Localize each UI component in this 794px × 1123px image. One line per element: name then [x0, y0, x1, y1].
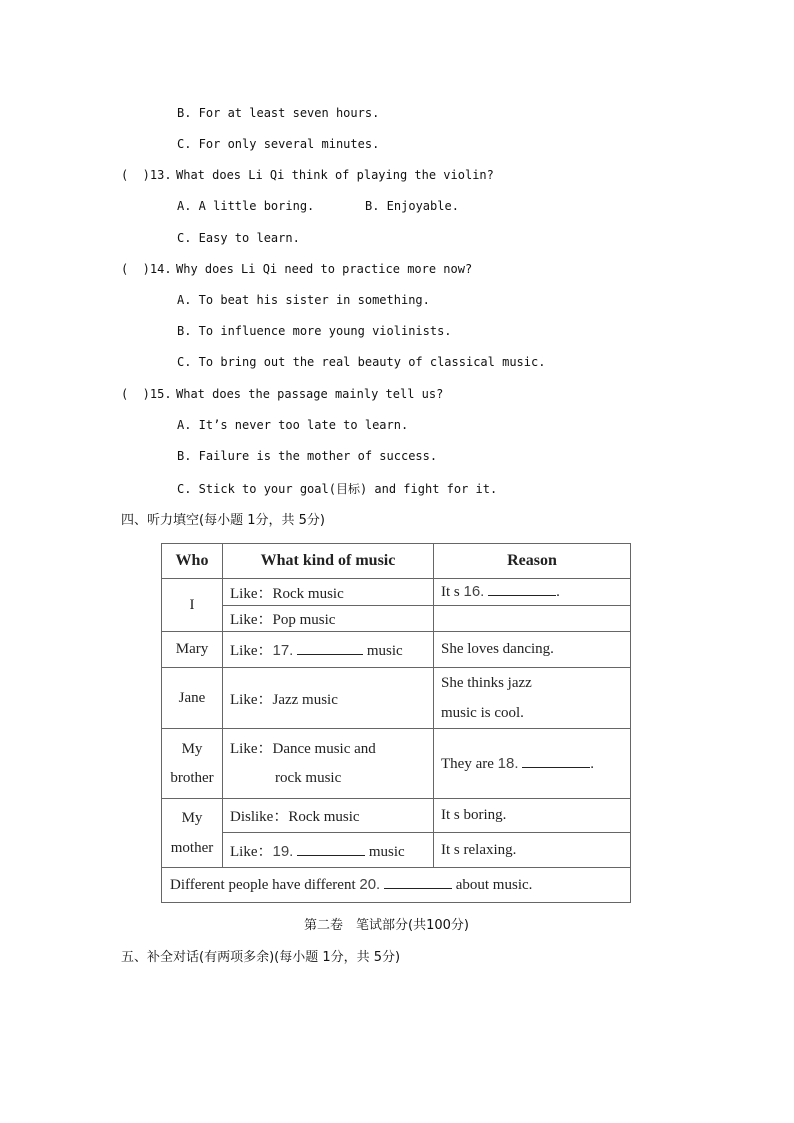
table-footer-row	[162, 868, 631, 903]
who-mary: Mary	[162, 632, 223, 668]
kind-cell: Like：Jazz music	[223, 668, 434, 729]
reason-cell	[434, 668, 631, 729]
q14-number: ( )14.	[121, 262, 172, 276]
kind-suffix: music	[366, 643, 403, 659]
q13-number: ( )13.	[121, 168, 172, 182]
who-line-2: brother	[170, 769, 214, 786]
reason-cell	[434, 579, 631, 606]
summary-prefix: Different people have different	[170, 877, 356, 893]
reason-line-1: She thinks jazz	[441, 675, 532, 691]
q15-option-b: B. Failure is the mother of success.	[177, 449, 438, 463]
kind-cell: Like：Rock music	[223, 579, 434, 606]
who-line-1: My	[181, 740, 203, 757]
q13-stem: What does Li Qi think of playing the violin?	[176, 168, 494, 182]
q15-option-c: C. Stick to your goal(目标) and fight for it.	[177, 482, 498, 496]
reason-cell	[434, 729, 631, 799]
who-i: I	[162, 579, 223, 632]
reason-cell: It s relaxing.	[434, 833, 631, 868]
reason-cell-empty	[434, 606, 631, 632]
reason-cell: She loves dancing.	[434, 632, 631, 668]
q13-option-a: A. A little boring.	[177, 199, 315, 213]
table-row	[162, 729, 631, 799]
summary-suffix: about music.	[455, 877, 533, 893]
blank-number-18: 18.	[497, 754, 519, 772]
blank-number-17: 17.	[272, 642, 294, 659]
answer-blank-18[interactable]	[522, 755, 590, 768]
table-row	[162, 799, 631, 833]
kind-prefix: Like：	[230, 643, 273, 659]
table-row	[162, 579, 631, 606]
reason-text: They are	[441, 755, 494, 772]
reason-line-2: music is cool.	[441, 705, 524, 721]
header-kind: What kind of music	[223, 544, 434, 579]
section-4-title: 四、听力填空(每小题 1分，共 5分)	[121, 513, 325, 528]
answer-blank-16[interactable]	[488, 583, 556, 596]
q14-option-a: A. To beat his sister in something.	[177, 293, 430, 307]
table-row	[162, 833, 631, 868]
reason-cell: It s boring.	[434, 799, 631, 833]
answer-blank-19[interactable]	[297, 843, 365, 856]
q12-option-b: B. For at least seven hours.	[177, 106, 380, 120]
blank-number-19: 19.	[272, 842, 294, 860]
q13-option-b: B. Enjoyable.	[365, 199, 459, 213]
summary-cell	[162, 868, 631, 903]
kind-cell: Dislike：Rock music	[223, 799, 434, 833]
answer-blank-20[interactable]	[384, 876, 452, 889]
period: .	[590, 755, 594, 772]
part-2-title: 第二卷 笔试部分(共100分)	[304, 918, 469, 933]
q15-number: ( )15.	[121, 387, 172, 401]
kind-cell	[223, 833, 434, 868]
q15-stem: What does the passage mainly tell us?	[176, 387, 444, 401]
table-row	[162, 668, 631, 729]
kind-line-2: rock music	[275, 769, 342, 786]
who-line-1: My	[181, 810, 203, 826]
who-mother	[162, 799, 223, 868]
kind-prefix: Like：	[230, 843, 273, 860]
q13-option-c: C. Easy to learn.	[177, 231, 300, 245]
reason-text: It s	[441, 584, 460, 600]
who-line-2: mother	[170, 840, 214, 856]
table-header-row	[162, 544, 631, 579]
who-brother	[162, 729, 223, 799]
blank-number-16: 16.	[463, 583, 485, 600]
table-row	[162, 606, 631, 632]
q15-option-a: A. It’s never too late to learn.	[177, 418, 409, 432]
period: .	[556, 584, 560, 600]
blank-number-20: 20.	[359, 876, 381, 893]
kind-cell: Like：Pop music	[223, 606, 434, 632]
header-who: Who	[162, 544, 223, 579]
kind-cell	[223, 729, 434, 799]
q14-option-b: B. To influence more young violinists.	[177, 324, 452, 338]
answer-blank-17[interactable]	[297, 642, 363, 655]
section-5-title: 五、补全对话(有两项多余)(每小题 1分，共 5分)	[121, 950, 401, 965]
who-jane: Jane	[162, 668, 223, 729]
kind-line-1: Like：Dance music and	[230, 740, 376, 757]
header-reason: Reason	[434, 544, 631, 579]
kind-cell	[223, 632, 434, 668]
kind-suffix: music	[368, 843, 405, 860]
q12-option-c: C. For only several minutes.	[177, 137, 380, 151]
q14-option-c: C. To bring out the real beauty of classical music.	[177, 355, 546, 369]
table-row	[162, 632, 631, 668]
music-preference-table	[161, 543, 631, 903]
q14-stem: Why does Li Qi need to practice more now?	[176, 262, 473, 276]
